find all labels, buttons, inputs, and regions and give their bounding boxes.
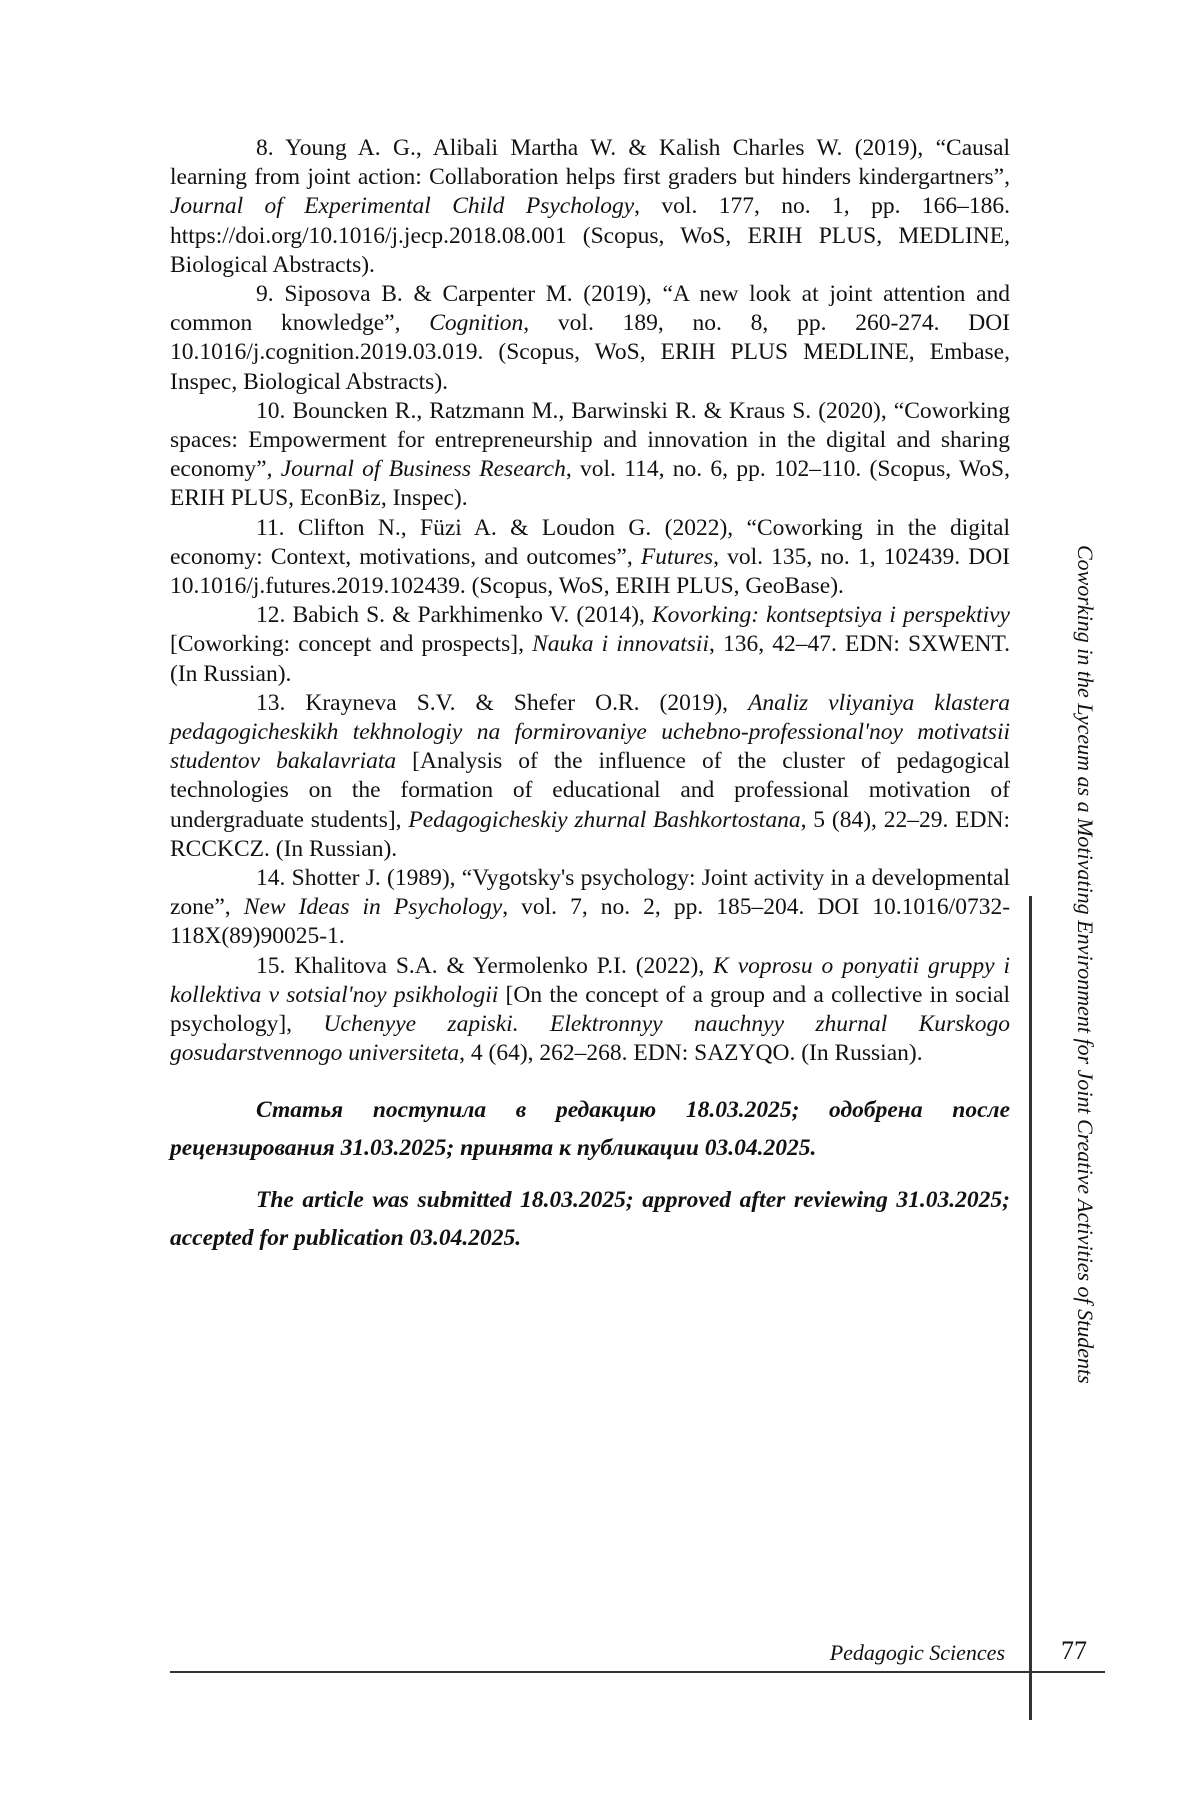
reference-9: 9. Siposova B. & Carpenter M. (2019), “A new look at joint attention and common knowledge”, Cognition, vol. 189, no. 8, pp. 260-274. DOI 10.1016/j.cognition.2019.03.019. (Scopus, WoS, ERIH PLUS MEDLINE, Embase, Inspec, Biological Abstracts). [170, 280, 1010, 397]
reference-10: 10. Bouncken R., Ratzmann M., Barwinski R. & Kraus S. (2020), “Coworking spaces: Empowerment for entrepreneurship and innovation in the digital and sharing economy”, Journal of Business Research, vol. 114, no. 6, pp. 102–110. (Scopus, WoS, ERIH PLUS, EconBiz, Inspec). [170, 397, 1010, 514]
reference-8: 8. Young A. G., Alibali Martha W. & Kalish Charles W. (2019), “Causal learning from joint action: Collaboration helps first graders but hinders kindergartners”, Journal of Experimental Child Psychology, vol. 177, no. 1, pp. 166–186. https://doi.org/10.1016/j.jecp.2018.08.001 (Scopus, WoS, ERIH PLUS, MEDLINE, Biological Abstracts). [170, 134, 1010, 280]
submission-note-russian: Статья поступила в редакцию 18.03.2025; одобрена после рецензирования 31.03.2025; принята к публикации 03.04.2025. [170, 1091, 1010, 1167]
reference-12: 12. Babich S. & Parkhimenko V. (2014), Kovorking: kontseptsiya i perspektivy [Coworking: concept and prospects], Nauka i innovatsii, 136, 42–47. EDN: SXWENT. (In Russian). [170, 601, 1010, 689]
reference-15: 15. Khalitova S.A. & Yermolenko P.I. (2022), K voprosu o ponyatii gruppy i kollektiva v sotsial'noy psikhologii [On the concept of a group and a collective in social psychology], Uchenyye zapiski. Elektronnyy nauchnyy zhurnal Kurskogo gosudarstvennogo universiteta, 4 (64), 262–268. EDN: SAZYQO. (In Russian). [170, 952, 1010, 1069]
reference-13: 13. Krayneva S.V. & Shefer O.R. (2019), Analiz vliyaniya klastera pedagogicheskikh tekhnologiy na formirovaniye uchebno-professional'noy motivatsii studentov bakalavriata [Analysis of the influence of the cluster of pedagogical technologies on the formation of educational and professional motivation of undergraduate students], Pedagogicheskiy zhurnal Bashkortostana, 5 (84), 22–29. EDN: RCCKCZ. (In Russian). [170, 689, 1010, 864]
footer-rule [170, 1671, 1105, 1673]
page-number: 77 [1061, 1636, 1087, 1666]
footer-section-name: Pedagogic Sciences [830, 1640, 1005, 1666]
references-list [170, 134, 1010, 1257]
submission-note-english: The article was submitted 18.03.2025; approved after reviewing 31.03.2025; accepted for publication 03.04.2025. [170, 1181, 1010, 1257]
reference-11: 11. Clifton N., Füzi A. & Loudon G. (2022), “Coworking in the digital economy: Context, motivations, and outcomes”, Futures, vol. 135, no. 1, 102439. DOI 10.1016/j.futures.2019.102439. (Scopus, WoS, ERIH PLUS, GeoBase). [170, 514, 1010, 602]
margin-divider-vertical [1029, 896, 1032, 1720]
running-title: Coworking in the Lyceum as a Motivating Environment for Joint Creative Activities of Students [1072, 545, 1098, 1384]
reference-14: 14. Shotter J. (1989), “Vygotsky's psychology: Joint activity in a developmental zone”, New Ideas in Psychology, vol. 7, no. 2, pp. 185–204. DOI 10.1016/0732-118X(89)90025-1. [170, 864, 1010, 952]
